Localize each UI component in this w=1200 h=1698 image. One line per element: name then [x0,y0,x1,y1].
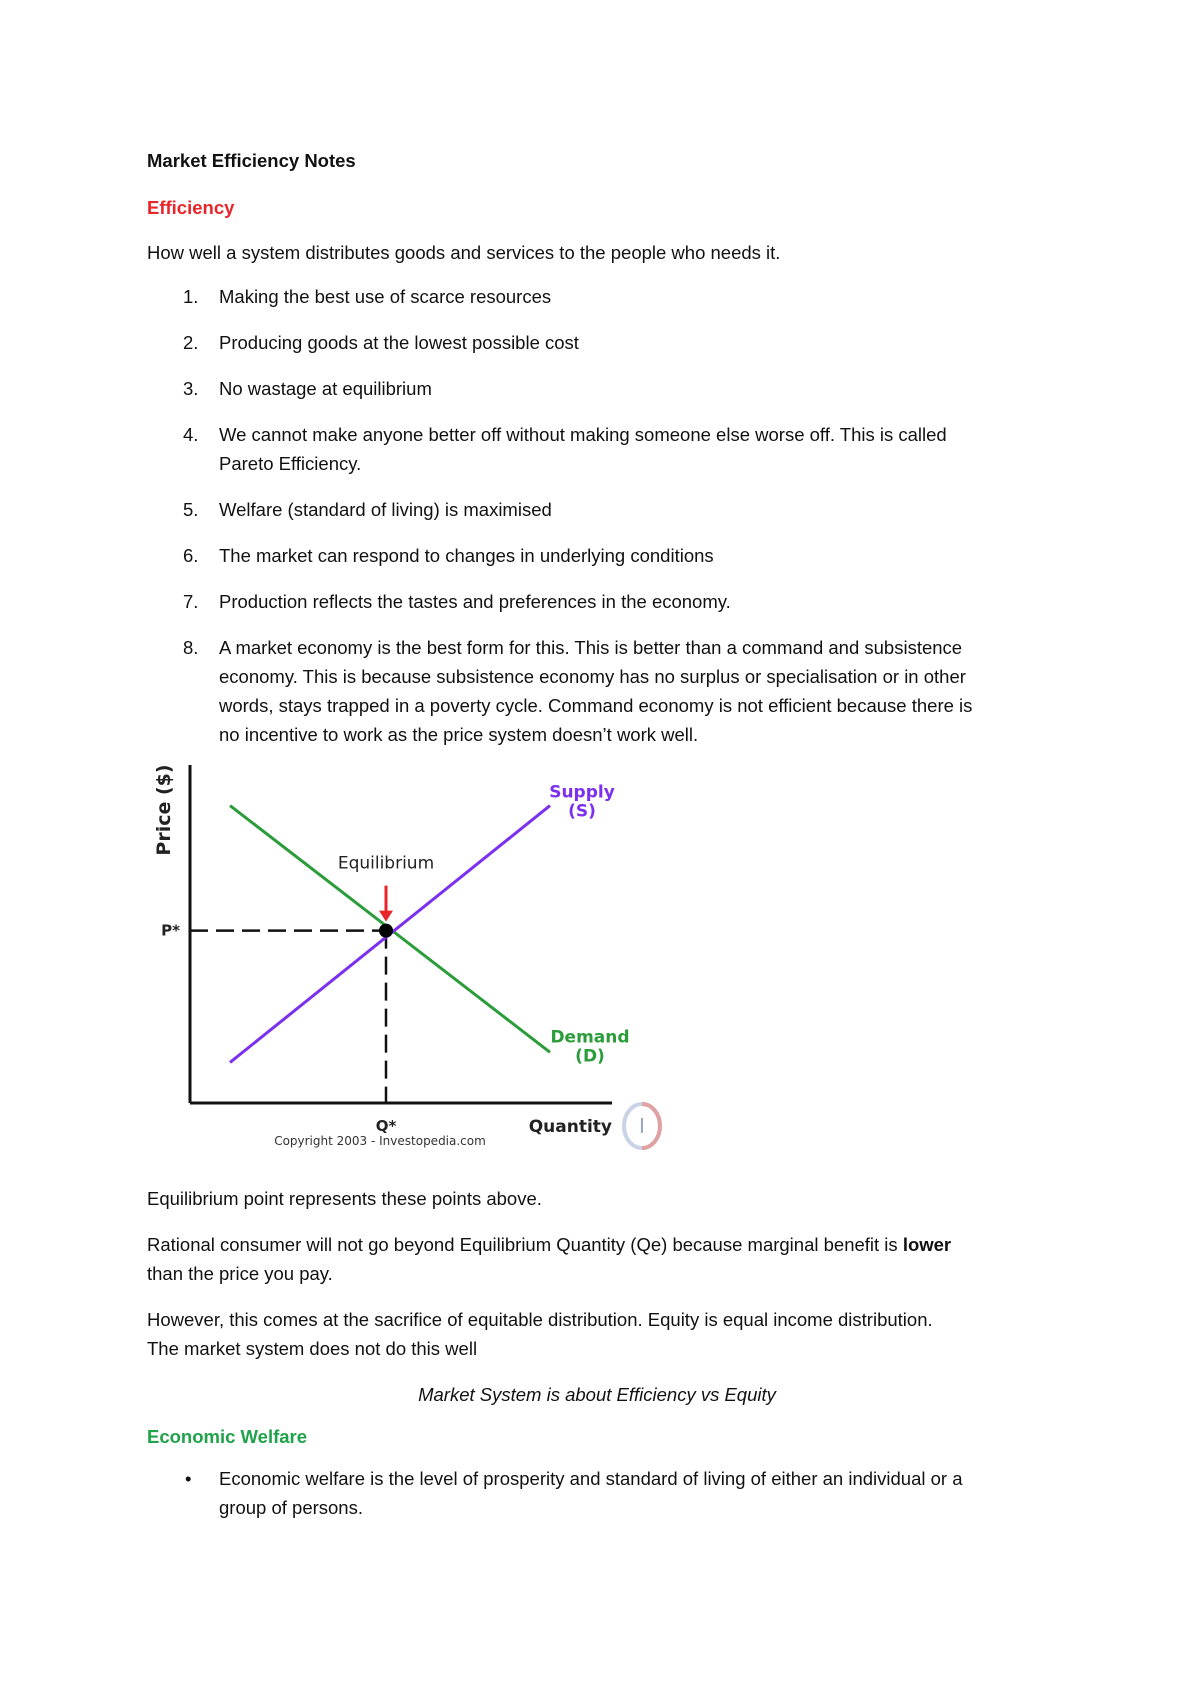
chart-background [150,760,680,1160]
x-axis-label: Quantity [528,1117,612,1137]
list-item [147,374,1067,403]
demand-symbol-label: (D) [575,1046,605,1067]
list-number: 8. [183,637,199,658]
list-number: 2. [183,332,199,353]
list-item [147,282,1067,311]
paragraph-rational-consumer-text: Rational consumer will not go beyond Equilibrium Quantity (Qe) because marginal benefit is [147,1234,903,1255]
list-text: Making the best use of scarce resources [219,286,552,307]
paragraph-equity: However, this comes at the sacrifice of equitable distribution. Equity is equal income distribution. The market system does not do this well [147,1309,933,1359]
bullet-icon: • [185,1468,192,1489]
list-number: 6. [183,545,199,566]
q-star-label: Q* [375,1117,397,1135]
equilibrium-point [379,924,393,938]
list-number: 3. [183,378,199,399]
section-heading-economic-welfare: Economic Welfare [147,1426,308,1447]
paragraph-equilibrium: Equilibrium point represents these points above. [147,1188,542,1209]
list-text: No wastage at equilibrium [219,378,432,399]
list-item [147,633,1067,749]
p-star-label: P* [161,921,180,940]
list-text: The market can respond to changes in underlying conditions [219,545,714,566]
welfare-bullet-list [147,1464,1067,1522]
logo-letter: I [639,1114,645,1138]
list-number: 1. [183,286,199,307]
list-item [147,420,1067,478]
paragraph-rational-consumer-end: than the price you pay. [147,1263,333,1284]
list-text: Producing goods at the lowest possible cost [219,332,579,353]
equilibrium-label: Equilibrium [337,853,435,874]
section-heading-efficiency: Efficiency [147,197,235,218]
list-item [147,495,1067,524]
demand-label: Demand [550,1027,630,1048]
list-number: 7. [183,591,199,612]
list-text: Production reflects the tastes and preferences in the economy. [219,591,731,612]
list-number: 5. [183,499,199,520]
list-text: Welfare (standard of living) is maximised [219,499,552,520]
y-axis-label: Price ($) [153,764,175,856]
supply-demand-chart [150,760,680,1160]
list-text: A market economy is the best form for this. This is better than a command and subsistence economy. This is because subsistence economy has no surplus or specialisation or in other words, stays trapped in a poverty cycle. Command economy is not efficient because there is no incentive to work as the price system doesn’t work well. [219,637,973,745]
efficiency-list [147,282,1067,766]
intro-paragraph: How well a system distributes goods and services to the people who needs it. [147,242,781,263]
supply-label: Supply [549,782,615,803]
paragraph-rational-consumer [147,1230,1067,1288]
list-text: We cannot make anyone better off without making someone else worse off. This is called Pareto Efficiency. [219,424,947,474]
doc-title: Market Efficiency Notes [147,150,356,171]
bullet-item [147,1464,1067,1522]
centered-italic-statement: Market System is about Efficiency vs Equity [418,1384,776,1405]
copyright-text: Copyright 2003 - Investopedia.com [274,1134,486,1148]
list-item [147,541,1067,570]
bullet-text: Economic welfare is the level of prosperity and standard of living of either an individual or a group of persons. [219,1468,963,1518]
list-number: 4. [183,424,199,445]
list-item [147,587,1067,616]
supply-symbol-label: (S) [568,801,596,822]
emphasis-lower: lower [902,1234,952,1255]
list-item [147,328,1067,357]
